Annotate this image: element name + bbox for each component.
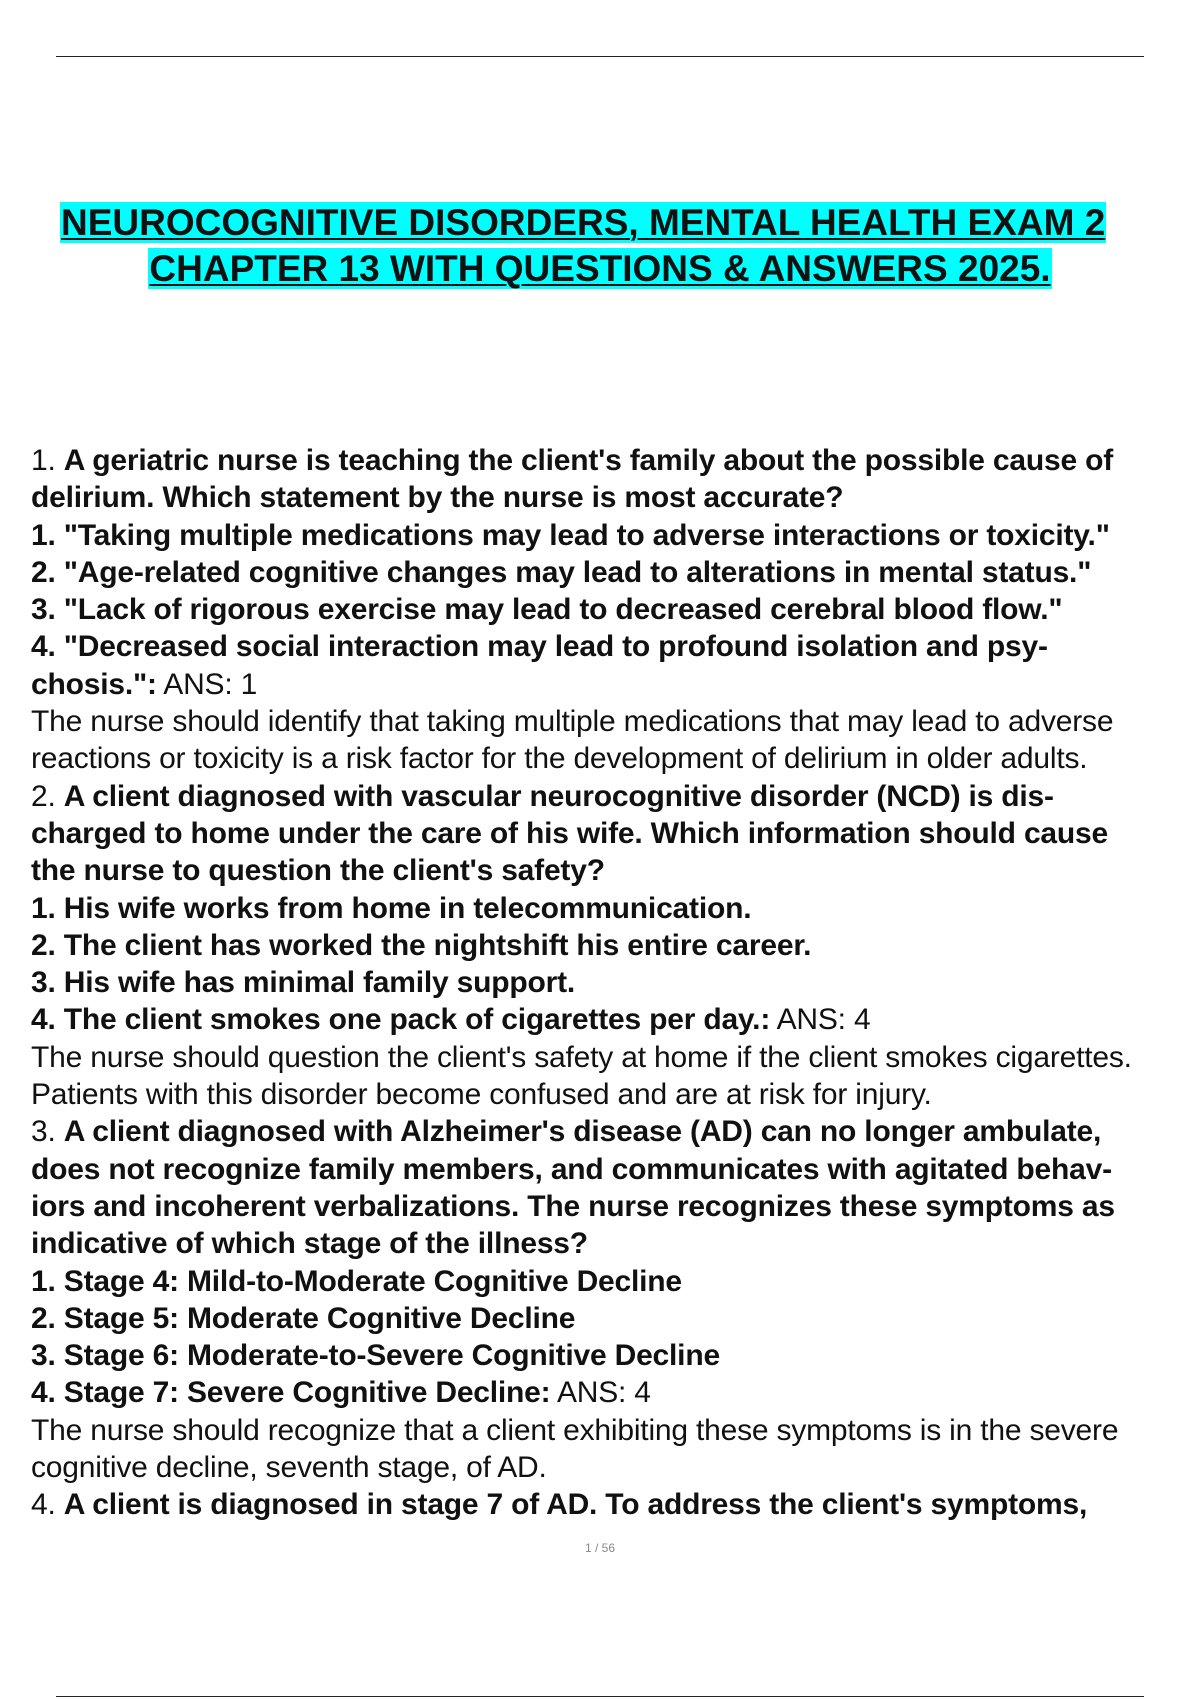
- question-3-number: 3.: [31, 1115, 56, 1149]
- question-3-option: 2. Stage 5: Moderate Cognitive Decline: [31, 1301, 576, 1335]
- question-3-stem-line: 3. A client diagnosed with Alzheimer's disease (AD) can no longer ambulate,: [31, 1115, 1102, 1149]
- page-number: 1 / 56: [584, 1541, 616, 1555]
- top-rule: [56, 56, 1144, 57]
- question-3-stem-line: iors and incoherent verbalizations. The nurse recognizes these symptoms as: [31, 1189, 1115, 1223]
- question-2-number: 2.: [31, 779, 56, 813]
- question-1-option: 3. "Lack of rigorous exercise may lead to decreased cerebral blood flow.": [31, 593, 1063, 627]
- question-2-stem-line: 2. A client diagnosed with vascular neurocognitive disorder (NCD) is dis-: [31, 779, 1054, 813]
- question-2-option: 1. His wife works from home in telecommunication.: [31, 891, 752, 925]
- question-1-number: 1.: [31, 444, 56, 477]
- question-2-rationale: The nurse should question the client's safety at home if the client smokes cigarettes.: [31, 1040, 1132, 1074]
- question-3-rationale: cognitive decline, seventh stage, of AD.: [31, 1451, 547, 1485]
- question-2-answer-line: 4. The client smokes one pack of cigarettes per day.: ANS: 4: [31, 1003, 871, 1037]
- question-1-option: 1. "Taking multiple medications may lead to adverse interactions or toxicity.": [31, 518, 1110, 552]
- question-3-answer: ANS: 4: [550, 1376, 651, 1410]
- question-3-answer-line: 4. Stage 7: Severe Cognitive Decline: ANS: 4: [31, 1376, 651, 1410]
- question-2-answer: ANS: 4: [770, 1003, 871, 1037]
- title-line-1: NEUROCOGNITIVE DISORDERS, MENTAL HEALTH EXAM 2: [61, 202, 1106, 243]
- question-4-stem-line: 4. A client is diagnosed in stage 7 of AD. To address the client's symptoms,: [31, 1488, 1088, 1522]
- question-3-stem-line: does not recognize family members, and communicates with agitated behav-: [31, 1152, 1112, 1186]
- question-list: [31, 442, 1200, 1524]
- question-1-stem-line: delirium. Which statement by the nurse is most accurate?: [31, 481, 844, 515]
- title-line-2: CHAPTER 13 WITH QUESTIONS & ANSWERS 2025.: [149, 248, 1051, 289]
- question-2-rationale: Patients with this disorder become confused and are at risk for injury.: [31, 1078, 932, 1112]
- question-1-answer-line: chosis.": ANS: 1: [31, 667, 258, 701]
- question-1-answer: ANS: 1: [156, 667, 258, 701]
- question-1-rationale: The nurse should identify that taking multiple medications that may lead to adverse: [31, 705, 1114, 739]
- bottom-rule: [56, 1696, 1144, 1697]
- question-4-number: 4.: [31, 1488, 56, 1522]
- document-title: [0, 200, 1200, 292]
- question-1-rationale: reactions or toxicity is a risk factor for the development of delirium in older adults.: [31, 742, 1088, 776]
- question-2-option: 2. The client has worked the nightshift his entire career.: [31, 928, 812, 962]
- question-3-rationale: The nurse should recognize that a client exhibiting these symptoms is in the severe: [31, 1413, 1119, 1447]
- question-1-stem-line: 1. A geriatric nurse is teaching the client's family about the possible cause of: [31, 444, 1113, 477]
- question-2-stem-line: the nurse to question the client's safety?: [31, 854, 605, 888]
- question-1-option: 4. "Decreased social interaction may lead to profound isolation and psy-: [31, 630, 1048, 664]
- question-3-option: 3. Stage 6: Moderate-to-Severe Cognitive Decline: [31, 1339, 720, 1373]
- question-2-stem-line: charged to home under the care of his wife. Which information should cause: [31, 816, 1109, 850]
- question-2-option: 3. His wife has minimal family support.: [31, 966, 576, 1000]
- question-1-option: 2. "Age-related cognitive changes may lead to alterations in mental status.": [31, 555, 1092, 589]
- question-3-stem-line: indicative of which stage of the illness?: [31, 1227, 588, 1261]
- question-3-option: 1. Stage 4: Mild-to-Moderate Cognitive Decline: [31, 1264, 682, 1298]
